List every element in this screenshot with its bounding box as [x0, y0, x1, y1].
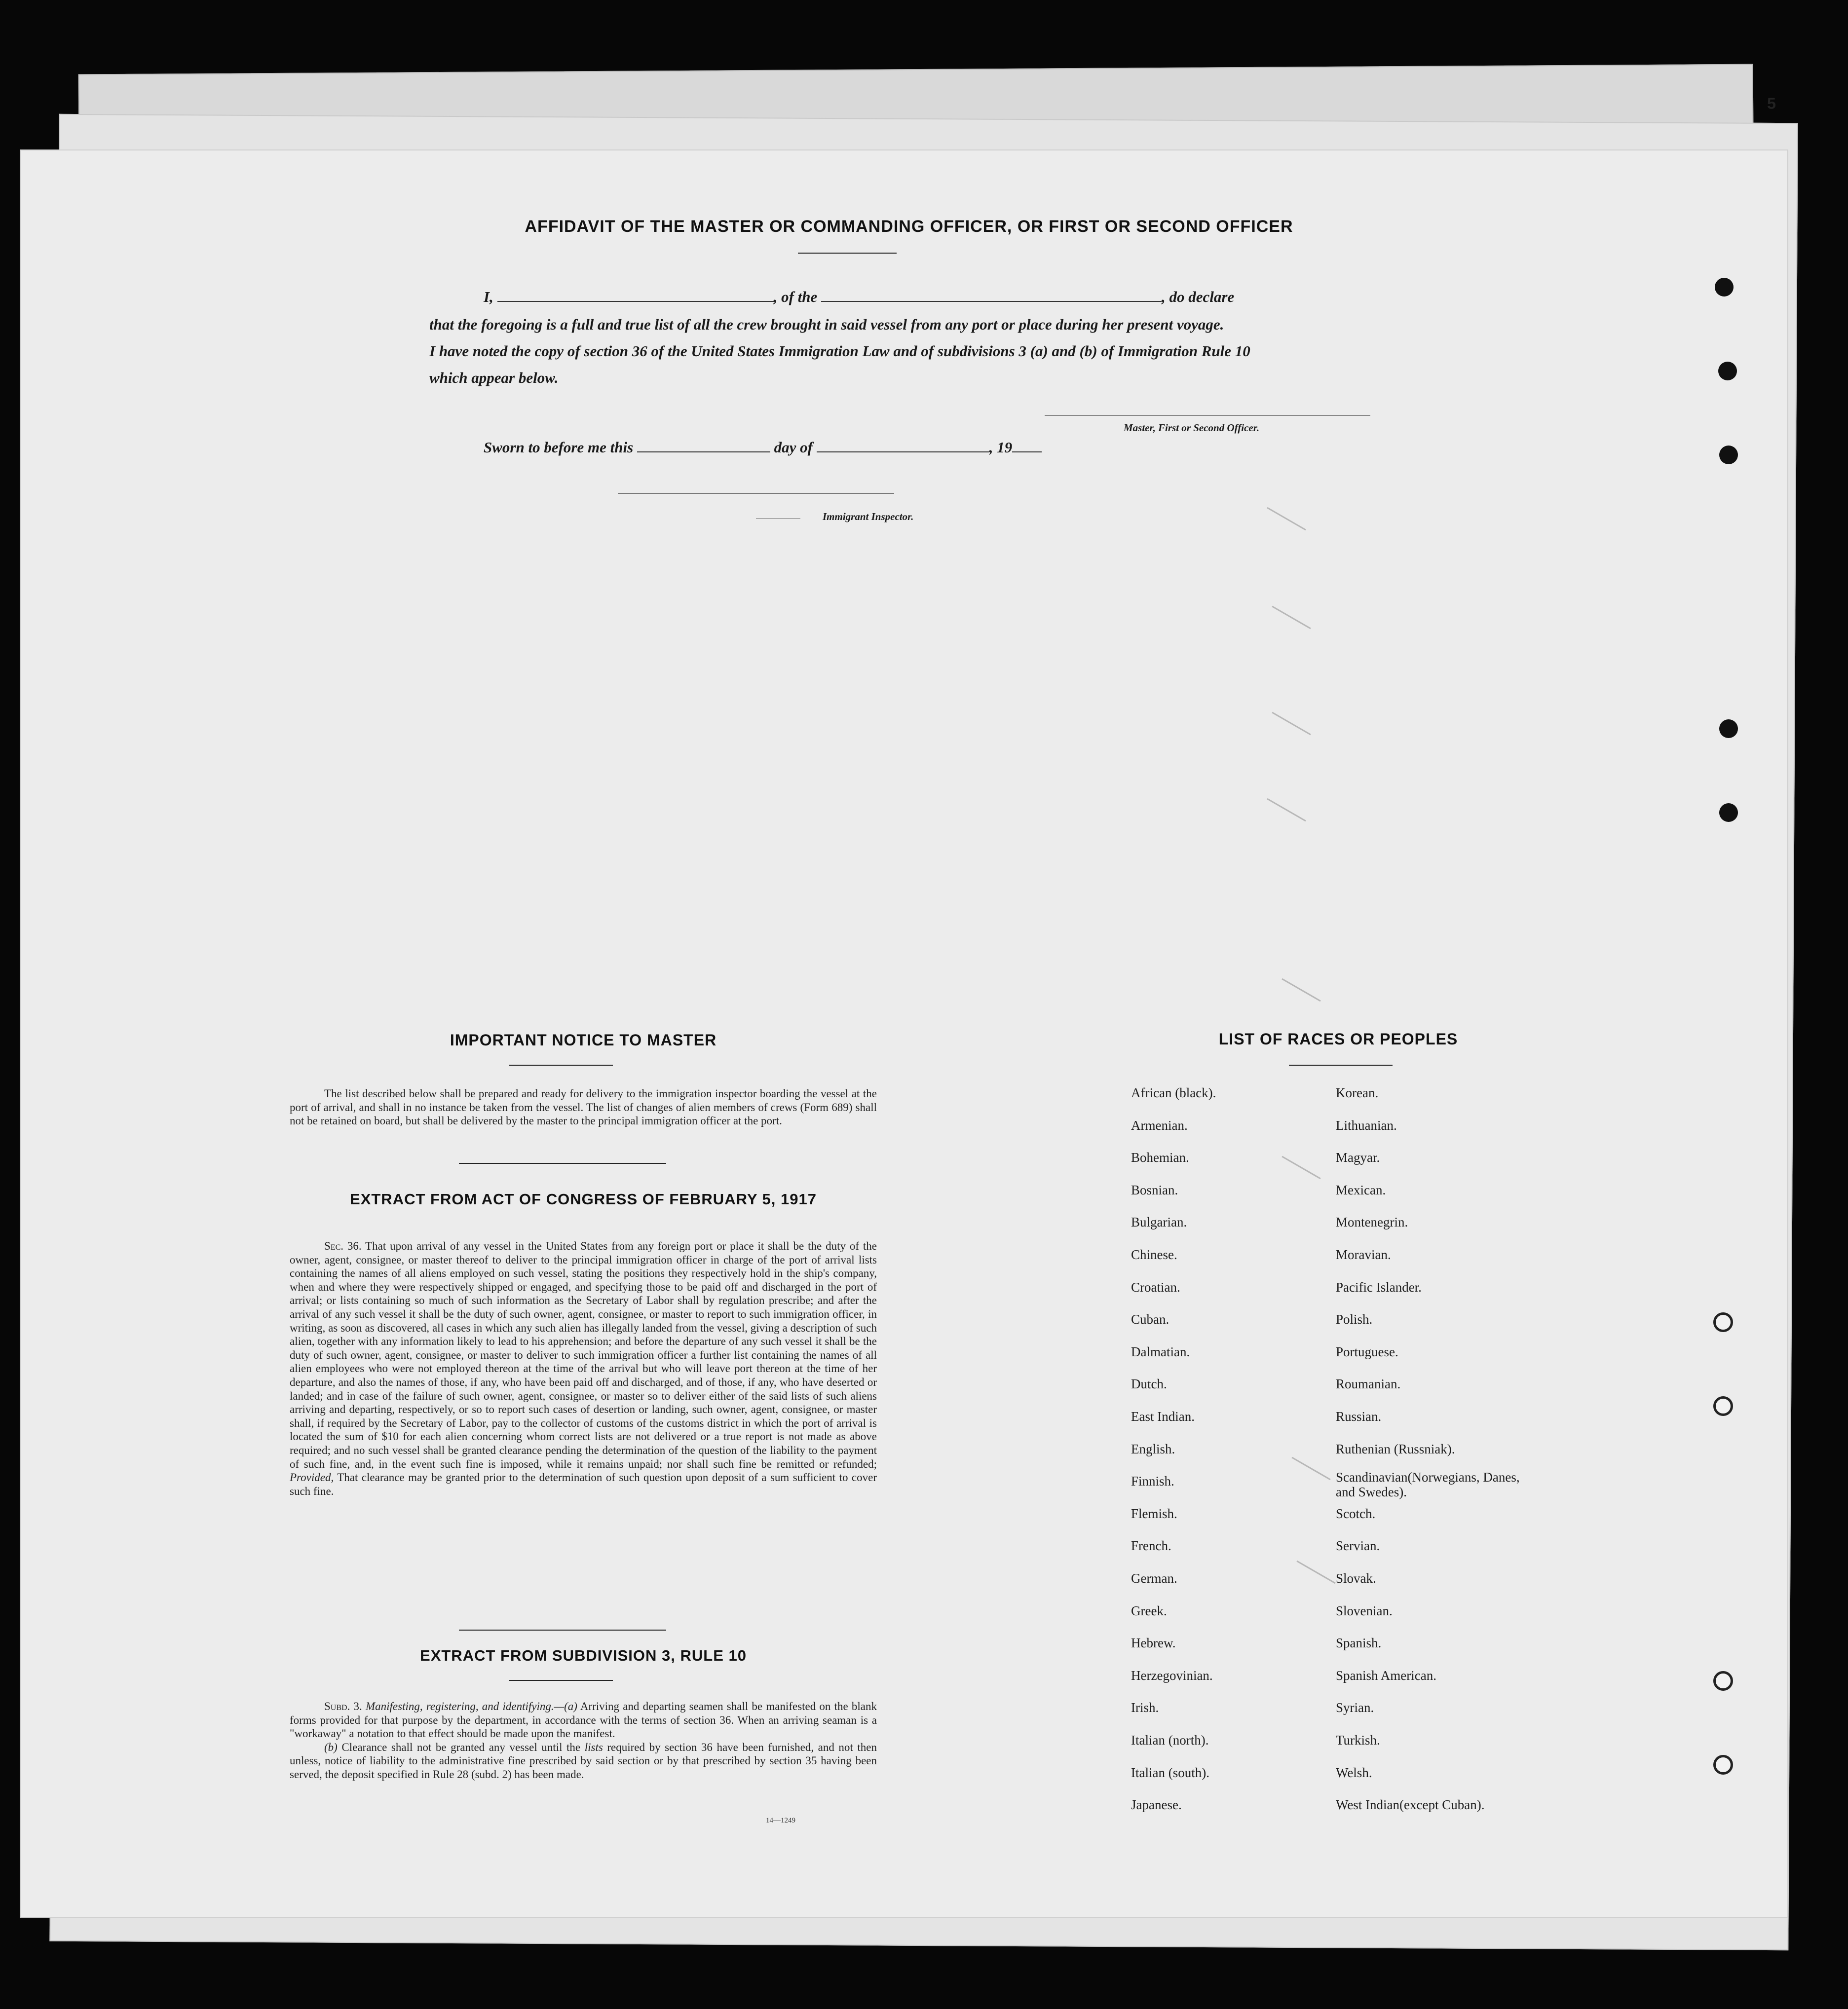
subd-heading: Manifesting, registering, and identifying.—(a) [365, 1700, 577, 1712]
race-item: Welsh. [1336, 1765, 1372, 1780]
race-item: Slovenian. [1336, 1603, 1393, 1618]
race-item: Roumanian. [1336, 1377, 1401, 1392]
binder-hole [1713, 1755, 1733, 1775]
affidavit-line-3: I have noted the copy of section 36 of the United States Immigration Law and of subdivisions 3 (a) and (b) of Immigration Rule 10 [429, 342, 1250, 360]
signature-line [1045, 415, 1370, 416]
binder-hole [1713, 1312, 1733, 1332]
sworn-day-blank [637, 440, 770, 452]
race-item: Armenian. [1131, 1117, 1188, 1133]
race-item: West Indian(except Cuban). [1336, 1797, 1485, 1813]
extract-act-paragraph [290, 1239, 877, 1498]
race-item: English. [1131, 1441, 1175, 1456]
race-item: Magyar. [1336, 1150, 1380, 1165]
race-item: Moravian. [1336, 1247, 1391, 1262]
race-item: African (black). [1131, 1085, 1216, 1100]
provided-word: Provided, [290, 1471, 334, 1484]
rule-title-rule [509, 1680, 613, 1681]
rule-para-a [290, 1700, 877, 1741]
section-rule [459, 1630, 666, 1631]
year-prefix: , 19 [989, 439, 1013, 456]
subd-label: Subd. 3. [324, 1700, 362, 1712]
race-item: Irish. [1131, 1700, 1159, 1715]
race-item: Bohemian. [1131, 1150, 1189, 1165]
master-name-blank [497, 289, 774, 302]
binder-hole [1719, 803, 1738, 822]
races-rule [1289, 1065, 1393, 1066]
inspector-caption: Immigrant Inspector. [823, 511, 914, 522]
binder-hole [1719, 446, 1738, 464]
binder-hole [1715, 278, 1734, 297]
race-item: Hebrew. [1131, 1636, 1176, 1651]
inspector-line [618, 493, 894, 494]
sworn-month-blank [817, 440, 989, 452]
para-b-text-2: required by section 36 have been furnished, and not then unless, notice of liability to the administrative fine prescribed by said section or by that prescribed by section 35 having been served, the deposit specified in Rule 28 (subd. 2) has been made. [290, 1741, 877, 1781]
race-item: Italian (north). [1131, 1733, 1209, 1748]
race-item: German. [1131, 1571, 1177, 1586]
title-rule [798, 253, 897, 254]
race-item: Dalmatian. [1131, 1344, 1190, 1359]
race-item: Mexican. [1336, 1182, 1386, 1197]
para-b-text-1: Clearance shall not be granted any vessel until the [341, 1741, 581, 1753]
race-item: Spanish American. [1336, 1668, 1436, 1683]
race-item: Slovak. [1336, 1571, 1376, 1586]
notice-body [290, 1087, 877, 1128]
sworn-line [429, 434, 1120, 461]
binder-hole [1713, 1671, 1733, 1691]
race-item: Portuguese. [1336, 1344, 1398, 1359]
affidavit-i: I, [484, 288, 493, 305]
race-item: Chinese. [1131, 1247, 1177, 1262]
provided-text: That clearance may be granted prior to the determination of such question upon deposit of a sum sufficient to cover such fine. [290, 1471, 877, 1497]
form-number: 14—1249 [766, 1817, 795, 1824]
background-corner-mark: 5 [1767, 94, 1776, 112]
race-item: Finnish. [1131, 1474, 1174, 1489]
race-item: Montenegrin. [1336, 1215, 1408, 1230]
race-item: East Indian. [1131, 1409, 1195, 1424]
race-item: Scandinavian(Norwegians, Danes, and Swedes). [1336, 1470, 1520, 1500]
vessel-name-blank [821, 289, 1162, 302]
document-page [21, 150, 1787, 1917]
race-item: Syrian. [1336, 1700, 1374, 1715]
extract-rule-title: EXTRACT FROM SUBDIVISION 3, RULE 10 [420, 1647, 747, 1664]
race-item: Bulgarian. [1131, 1215, 1187, 1230]
race-item: Polish. [1336, 1312, 1373, 1327]
affidavit-line-2: that the foregoing is a full and true list of all the crew brought in said vessel from any port or place during her present voyage. [429, 316, 1224, 333]
race-item: Turkish. [1336, 1733, 1380, 1748]
race-item: Scotch. [1336, 1506, 1376, 1521]
race-item: Flemish. [1131, 1506, 1177, 1521]
notice-title: IMPORTANT NOTICE TO MASTER [450, 1031, 717, 1049]
race-item: Japanese. [1131, 1797, 1182, 1813]
races-title: LIST OF RACES OR PEOPLES [1218, 1030, 1458, 1048]
race-item: Bosnian. [1131, 1182, 1178, 1197]
sworn-text: Sworn to before me this [484, 439, 634, 456]
section-label: Sec. 36. [324, 1240, 362, 1252]
affidavit-title: AFFIDAVIT OF THE MASTER OR COMMANDING OFFICER, OR FIRST OR SECOND OFFICER [525, 217, 1293, 236]
notice-rule [509, 1065, 613, 1066]
race-item: Greek. [1131, 1603, 1167, 1618]
extract-act-title: EXTRACT FROM ACT OF CONGRESS OF FEBRUARY 5, 1917 [350, 1191, 817, 1208]
signature-caption: Master, First or Second Officer. [1124, 422, 1259, 434]
affidavit-of-the: , of the [773, 288, 818, 305]
section-rule [459, 1163, 666, 1164]
race-item: Russian. [1336, 1409, 1382, 1424]
race-item: French. [1131, 1538, 1171, 1554]
binder-hole [1718, 362, 1737, 380]
race-item: Servian. [1336, 1538, 1380, 1554]
affidavit-declare: , do declare [1162, 288, 1235, 305]
affidavit-declaration-line [429, 284, 1392, 310]
binder-hole [1719, 719, 1738, 738]
race-item: Herzegovinian. [1131, 1668, 1213, 1683]
race-item: Cuban. [1131, 1312, 1169, 1327]
extract-rule-body [290, 1700, 877, 1782]
para-b-label: (b) [324, 1741, 338, 1753]
race-item: Pacific Islander. [1336, 1279, 1422, 1295]
extract-act-body [290, 1239, 877, 1498]
rule-para-b [290, 1741, 877, 1782]
race-item: Croatian. [1131, 1279, 1180, 1295]
notice-paragraph: The list described below shall be prepared and ready for delivery to the immigration inspector boarding the vessel at the port of arrival, and shall in no instance be taken from the vessel. The list of changes of alien members of crews (Form 689) shall not be retained on board, but shall be delivered by the master to the principal immigration officer at the port. [290, 1087, 877, 1127]
day-of-text: day of [774, 439, 813, 456]
race-item: Dutch. [1131, 1377, 1167, 1392]
affidavit-line-4: which appear below. [429, 369, 559, 386]
rule-para-a-text: Arriving and departing seamen shall be manifested on the blank forms provided for that purpose by the department, in accordance with the terms of section 36. When an arriving seaman is a "workaway" a notation to that effect should be made upon the manifest. [290, 1700, 877, 1740]
sworn-year-blank [1012, 440, 1042, 452]
binder-hole [1713, 1396, 1733, 1416]
race-item: Spanish. [1336, 1636, 1382, 1651]
race-item: Ruthenian (Russniak). [1336, 1441, 1455, 1456]
race-item: Lithuanian. [1336, 1117, 1397, 1133]
para-b-lists: lists [584, 1741, 603, 1753]
race-item: Korean. [1336, 1085, 1379, 1100]
section-36-text: That upon arrival of any vessel in the United States from any foreign port or place it shall be the duty of the owner, agent, consignee, or master thereof to deliver to the principal immigration officer in charge of the port of arrival lists containing the names of all aliens employed on such vessel, stating the positions they respectively hold in the ship's company, when and where they were respectively shipped or engaged, and specifying those to be paid off and discharged in the port of arrival; or lists containing so much of such information as the Secretary of Labor shall by regulation prescribe; and after the arrival of any such vessel it shall be the duty of such owner, agent, consignee, or master to report to such immigration officer, in writing, as soon as discovered, all cases in which any such alien has illegally landed from the vessel, giving a description of such alien, together with any information likely to lead to his apprehension; and before the departure of any such vessel it shall be the duty of such owner, agent, consignee, or master to deliver to such immigration officer a further list containing the names of all alien employees who were not employed thereon at the time of the arrival but who will leave port thereon at the time of her departure, and also the names of those, if any, who have been paid off and discharged, and of those, if any, who have deserted or landed; and in case of the failure of such owner, agent, consignee, or master so to deliver either of the said lists of such aliens arriving and departing, respectively, or so to report such cases of desertion or landing, such owner, agent, consignee, or master shall, if required by the Secretary of Labor, pay to the collector of customs of the customs district in which the port of arrival is located the sum of $10 for each alien concerning whom correct lists are not delivered or a true report is not made as above required; and no such vessel shall be granted clearance pending the determination of the question of the liability to the payment of such fine, and, in the event such fine is imposed, while it remains unpaid; nor shall such fine be remitted or refunded; [290, 1240, 877, 1470]
race-item: Italian (south). [1131, 1765, 1209, 1780]
